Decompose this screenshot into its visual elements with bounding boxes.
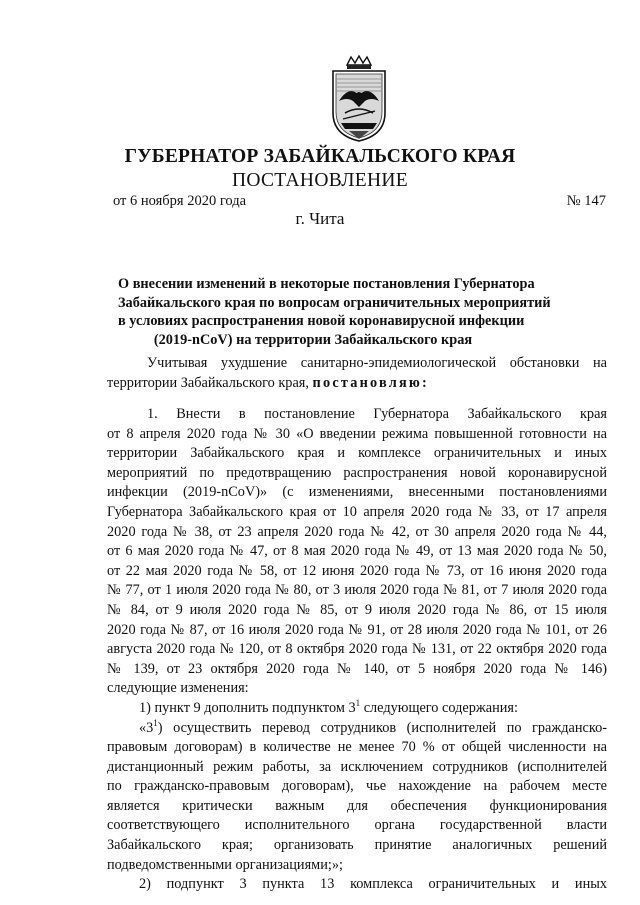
- quote-line: подведомственными организациями;»;: [107, 856, 343, 873]
- quote-line: по гражданско-правовым договорам), чье нахождение на рабочем месте: [107, 778, 607, 795]
- preamble-line: [107, 374, 607, 394]
- item-1-line: № 139, от 23 октября 2020 года № 140, от 5 ноября 2020 года № 146): [107, 660, 607, 677]
- subitem-2: 2) подпункт 3 пункта 13 комплекса ограничительных и иных: [139, 876, 607, 893]
- item-1-line: от 8 апреля 2020 года № 30 «О введении режима повышенной готовности на: [107, 425, 607, 442]
- item-1-line: от 6 мая 2020 года № 47, от 8 мая 2020 года № 49, от 13 мая 2020 года № 50,: [107, 543, 607, 560]
- item-1-line: от 22 мая 2020 года № 58, от 12 июня 2020 года № 73, от 16 июня 2020 года: [107, 562, 607, 579]
- title-line: (2019-nCoV) на территории Забайкальского края: [153, 331, 473, 348]
- quote-line: дистанционный режим работы, за исключением сотрудников (исполнителей: [107, 758, 607, 775]
- title-line: О внесении изменений в некоторые постановления Губернатора: [118, 276, 535, 292]
- preamble: [107, 354, 607, 393]
- document-city: г. Чита: [295, 209, 345, 228]
- item-1-line: мероприятий по предотвращению распространения новой коронавирусной: [107, 464, 607, 481]
- resolution-keyword: постановляю:: [312, 374, 430, 391]
- title-line: Забайкальского края по вопросам ограничительных мероприятий: [118, 294, 551, 311]
- quote-line: Забайкальского края; организовать принятие аналогичных решений: [107, 837, 607, 854]
- item-1-line: № 84, от 9 июля 2020 года № 85, от 9 июля 2020 года № 86, от 15 июля: [107, 601, 607, 618]
- superscript: 1: [355, 697, 361, 708]
- issuer-heading: ГУБЕРНАТОР ЗАБАЙКАЛЬСКОГО КРАЯ: [124, 146, 516, 167]
- subitem-1: [107, 699, 607, 719]
- item-1-line: 2020 года № 38, от 23 апреля 2020 года № 42, от 30 апреля 2020 года № 44,: [107, 523, 607, 540]
- item-1-line: 2020 года № 87, от 16 июля 2020 года № 91, от 28 июля 2020 года № 101, от 26: [107, 621, 607, 638]
- item-1: [107, 405, 607, 895]
- item-1-line: следующие изменения:: [107, 680, 249, 697]
- document-type: ПОСТАНОВЛЕНИЕ: [232, 170, 408, 191]
- quote-line: [107, 719, 607, 739]
- item-1-line: августа 2020 года № 120, от 8 октября 2020 года № 131, от 22 октября 2020 года: [107, 641, 607, 658]
- document-number: № 147: [566, 193, 606, 209]
- quote-line: является критически важным для обеспечения функционирования: [107, 797, 607, 814]
- title-line: в условиях распространения новой коронавирусной инфекции: [118, 313, 525, 329]
- document-title: [118, 275, 551, 349]
- item-1-line: Губернатора Забайкальского края от 10 апреля 2020 года № 33, от 17 апреля: [107, 503, 607, 520]
- quote-line: соответствующего исполнительного органа государственной власти: [107, 817, 607, 834]
- quote-text: «3: [139, 719, 154, 736]
- preamble-text: территории Забайкальского края,: [107, 374, 309, 391]
- quote-line: правовым договорам) в количестве не менее 70 % от общей численности на: [107, 739, 607, 756]
- subitem-1-text: следующего содержания:: [360, 699, 518, 716]
- preamble-line: Учитывая ухудшение санитарно-эпидемиологической обстановки на: [147, 355, 607, 371]
- quote-text: ) осуществить перевод сотрудников (исполнителей по гражданско-: [157, 719, 607, 736]
- document-date: от 6 ноября 2020 года: [113, 193, 247, 209]
- superscript: 1: [153, 717, 158, 728]
- coat-of-arms-icon: [327, 55, 391, 143]
- item-1-line: № 77, от 1 июля 2020 года № 80, от 3 июля 2020 года № 81, от 7 июля 2020 года: [107, 582, 607, 599]
- item-1-line: территории Забайкальского края и комплексе ограничительных и иных: [107, 445, 607, 462]
- item-1-line: 1. Внести в постановление Губернатора Забайкальского края: [147, 406, 607, 422]
- item-1-line: инфекции (2019-nCoV)» (с изменениями, внесенными постановлениями: [107, 484, 607, 501]
- subitem-1-text: 1) пункт 9 дополнить подпунктом 3: [139, 699, 356, 716]
